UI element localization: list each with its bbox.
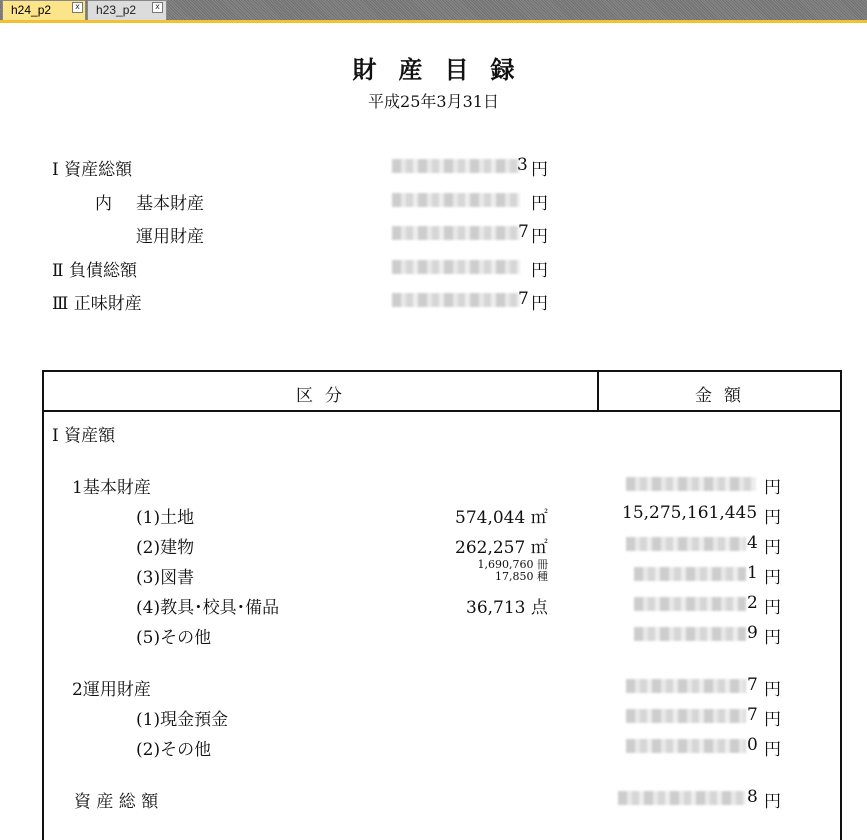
item-amount-tail: 0 — [747, 735, 758, 755]
table-column-divider — [597, 370, 599, 411]
item-amount-tail: 7 — [747, 705, 758, 725]
tab-label: h23_p2 — [96, 3, 137, 17]
redacted-value — [626, 537, 746, 551]
unit-yen: 円 — [531, 160, 548, 180]
redacted-value — [392, 293, 520, 307]
group-amount-tail: 7 — [747, 675, 758, 695]
unit-yen: 円 — [764, 710, 781, 730]
table-header-divider — [42, 410, 842, 412]
item-amount-tail: 2 — [747, 593, 758, 613]
item-quantity-kinds: 17,850 種 — [495, 570, 548, 583]
summary-operating-assets-label: 運用財産 — [136, 227, 204, 247]
item-amount: 15,275,161,445 — [622, 503, 758, 523]
unit-yen: 円 — [764, 508, 781, 528]
redacted-value — [392, 226, 520, 240]
redacted-value — [392, 159, 520, 173]
close-icon[interactable]: x — [72, 2, 83, 13]
item-label: (5)その他 — [136, 628, 212, 648]
summary-net-assets-label: Ⅲ 正味財産 — [52, 294, 142, 314]
item-quantity: 262,257 ㎡ — [455, 538, 548, 558]
document-date: 平成25年3月31日 — [368, 92, 499, 111]
group-operating-assets-label: 2運用財産 — [72, 680, 151, 700]
redacted-value — [626, 709, 746, 723]
redacted-value — [634, 627, 746, 641]
unit-yen: 円 — [764, 628, 781, 648]
page-title: 財産目録 — [352, 55, 537, 84]
redacted-value — [392, 260, 520, 274]
close-icon[interactable]: x — [152, 2, 163, 13]
unit-yen: 円 — [531, 294, 548, 314]
redacted-value — [626, 477, 756, 491]
summary-value-tail: 7 — [518, 289, 529, 309]
summary-inner-prefix: 内 — [95, 194, 112, 214]
tab-h24-p2[interactable] — [2, 0, 86, 20]
unit-yen: 円 — [531, 194, 548, 214]
item-amount-tail: 4 — [747, 533, 758, 553]
item-label: (1)土地 — [136, 508, 195, 528]
item-quantity: 574,044 ㎡ — [455, 508, 548, 528]
item-quantity-books: 1,690,760 冊 — [477, 558, 548, 571]
item-label: (2)建物 — [136, 538, 195, 558]
item-label: (4)教具･校具･備品 — [136, 598, 280, 618]
unit-yen: 円 — [764, 568, 781, 588]
table-header-amount: 金額 — [695, 386, 753, 406]
unit-yen: 円 — [764, 680, 781, 700]
unit-yen: 円 — [764, 740, 781, 760]
item-amount-tail: 9 — [747, 623, 758, 643]
item-label: (1)現金預金 — [136, 710, 229, 730]
tab-bar-underline — [0, 20, 867, 23]
item-label: (3)図書 — [136, 568, 195, 588]
item-quantity: 36,713 点 — [466, 598, 548, 618]
unit-yen: 円 — [764, 598, 781, 618]
unit-yen: 円 — [531, 227, 548, 247]
section-assets-label: Ⅰ 資産額 — [52, 426, 116, 446]
total-assets-label: 資 産 総 額 — [74, 792, 159, 812]
item-amount-tail: 1 — [747, 563, 758, 583]
summary-liabilities-label: Ⅱ 負債総額 — [52, 261, 137, 281]
summary-total-assets-label: Ⅰ 資産総額 — [52, 160, 133, 180]
unit-yen: 円 — [764, 538, 781, 558]
tab-h23-p2[interactable] — [87, 0, 167, 20]
unit-yen: 円 — [531, 261, 548, 281]
unit-yen: 円 — [764, 792, 781, 812]
redacted-value — [392, 193, 520, 207]
redacted-value — [626, 739, 746, 753]
summary-value-tail: 7 — [518, 222, 529, 242]
group-basic-assets-label: 1基本財産 — [72, 478, 151, 498]
summary-value-tail: 3 — [517, 155, 528, 175]
redacted-value — [634, 597, 746, 611]
item-label: (2)その他 — [136, 740, 212, 760]
tab-label: h24_p2 — [11, 3, 52, 17]
redacted-value — [618, 791, 746, 805]
redacted-value — [634, 567, 746, 581]
total-amount-tail: 8 — [747, 787, 758, 807]
summary-basic-assets-label: 基本財産 — [136, 194, 204, 214]
unit-yen: 円 — [764, 478, 781, 498]
table-header-category: 区分 — [296, 386, 354, 406]
redacted-value — [626, 679, 746, 693]
